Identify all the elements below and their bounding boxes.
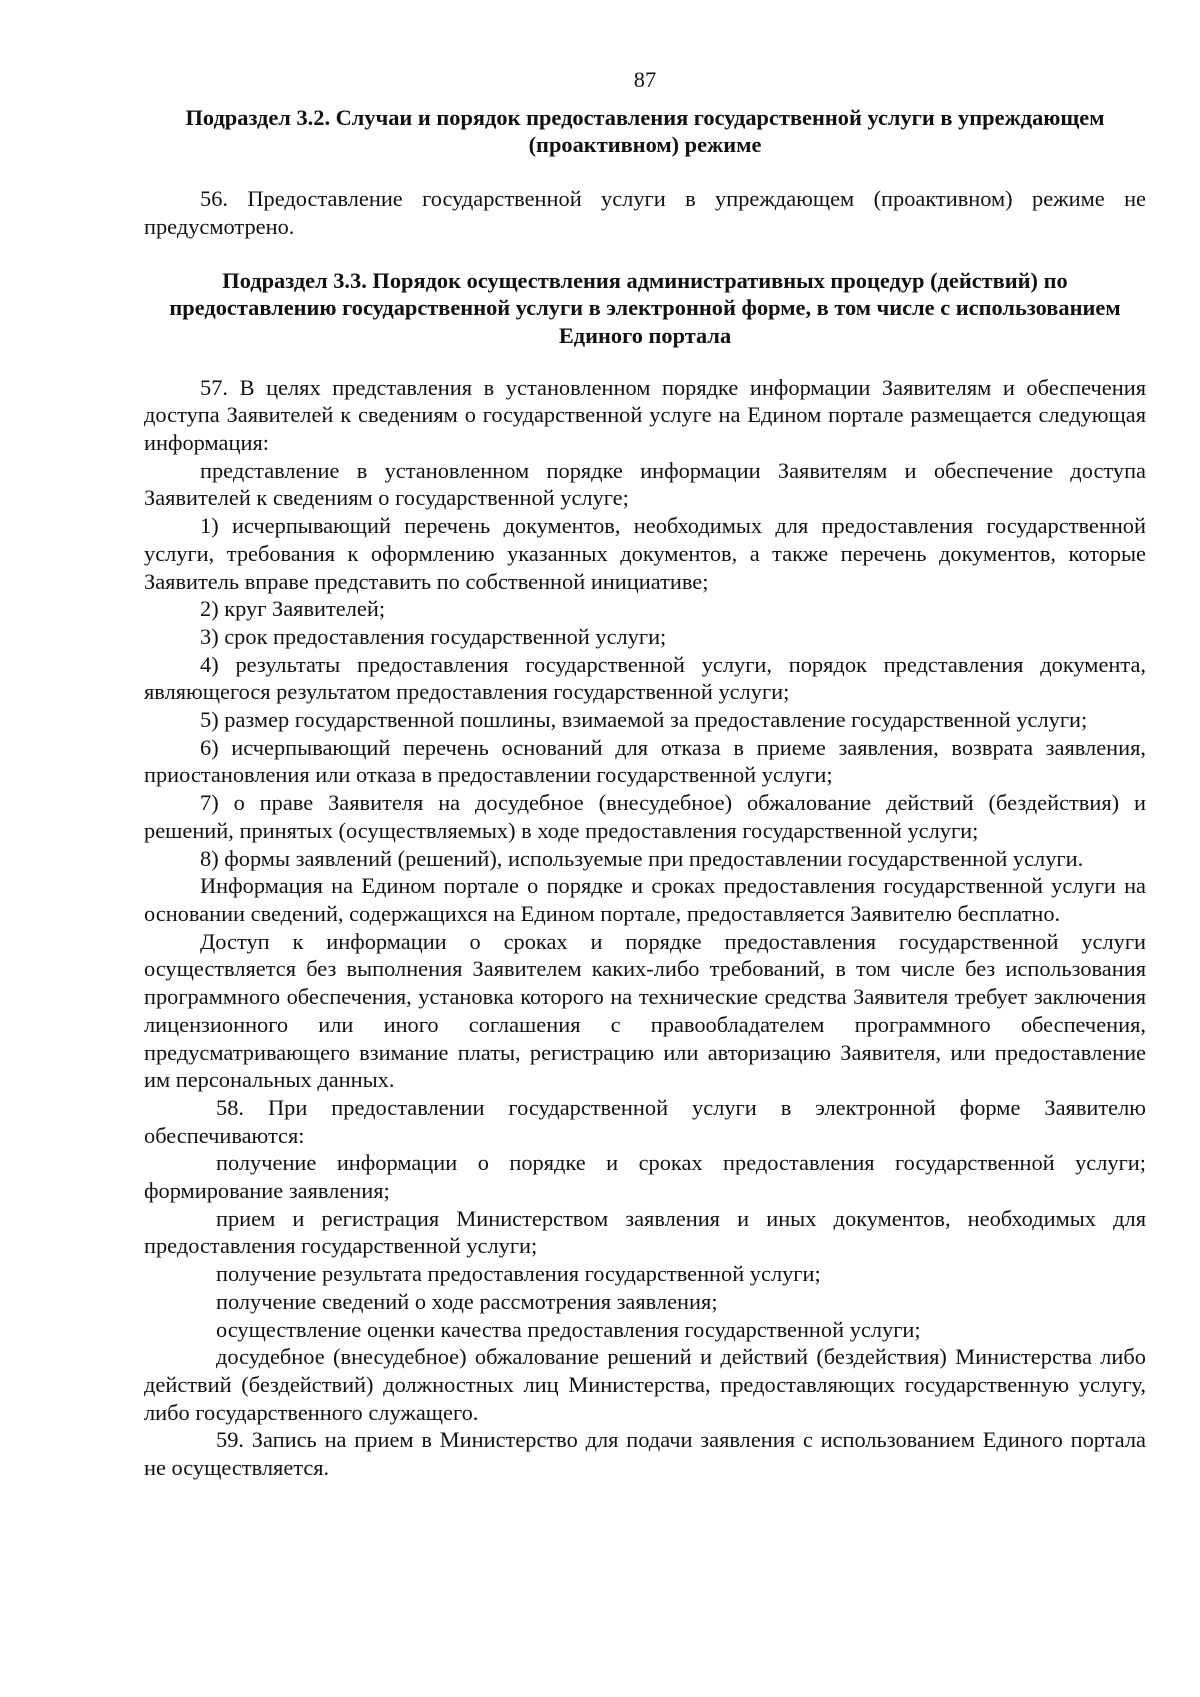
p58-item-4: получение сведений о ходе рассмотрения заявления; <box>216 1288 718 1314</box>
p58-item-6: досудебное (внесудебное) обжалование решений и действий (бездействия) Министерства либо действий (бездействий) должностных лиц Министерства, предоставляющих государственную услугу, либо государственного служащего. <box>144 1344 1146 1425</box>
paragraph-57: 57. В целях представления в установленном порядке информации Заявителям и обеспечения доступа Заявителей к сведениям о государственной услуге на Едином портале размещается следующая информация: <box>144 374 1146 456</box>
spacer <box>144 241 1146 267</box>
list-item-4: 4) результаты предоставления государственной услуги, порядок представления документа, являющегося результатом предоставления государственной услуги; <box>144 651 1146 705</box>
p58-item-2: прием и регистрация Министерством заявления и иных документов, необходимых для предоставления государственной услуги; <box>144 1205 1146 1259</box>
paragraph-59: 59. Запись на прием в Министерство для подачи заявления с использованием Единого портала не осуществляется. <box>144 1427 1146 1481</box>
section-3-2-heading: Подраздел 3.2. Случаи и порядок предоставления государственной услуги в упреждающем (проактивном) режиме <box>185 104 1105 158</box>
list-item-2: 2) круг Заявителей; <box>200 596 386 622</box>
page-number: 87 <box>633 67 657 92</box>
paragraph-info-free: Информация на Едином портале о порядке и сроках предоставления государственной услуги на основании сведений, содержащихся на Едином портале, предоставляется Заявителю бесплатно. <box>144 873 1146 926</box>
p58-item-1: получение информации о порядке и сроках предоставления государственной услуги; формирование заявления; <box>144 1150 1146 1204</box>
p58-item-3: получение результата предоставления государственной услуги; <box>216 1261 821 1287</box>
page-content <box>144 66 1146 1482</box>
list-item-6: 6) исчерпывающий перечень оснований для отказа в приеме заявления, возврата заявления, приостановления или отказа в предоставлении государственной услуги; <box>144 734 1146 788</box>
list-item-3: 3) срок предоставления государственной услуги; <box>200 623 667 649</box>
paragraph-58: 58. При предоставлении государственной услуги в электронной форме Заявителю обеспечиваются: <box>144 1094 1146 1148</box>
section-3-3-heading: Подраздел 3.3. Порядок осуществления административных процедур (действий) по предоставлению государственной услуги в электронной форме, в том числе с использованием Единого портала <box>169 267 1121 348</box>
spacer <box>144 350 1146 374</box>
list-item-8: 8) формы заявлений (решений), используемые при предоставлении государственной услуги. <box>200 845 1084 871</box>
list-item-7: 7) о праве Заявителя на досудебное (внесудебное) обжалование действий (бездействия) и решений, принятых (осуществляемых) в ходе предоставления государственной услуги; <box>144 790 1146 843</box>
paragraph-access: Доступ к информации о сроках и порядке предоставления государственной услуги осуществляется без выполнения Заявителем каких-либо требований, в том числе без использования программного обеспечения, установка которого на технические средства Заявителя требует заключения лицензионного или иного соглашения с правообладателем программного обеспечения, предусматривающего взимание платы, регистрацию или авторизацию Заявителя, или предоставление им персональных данных. <box>144 928 1146 1093</box>
p58-item-5: осуществление оценки качества предоставления государственной услуги; <box>216 1316 921 1342</box>
paragraph-57-intro: представление в установленном порядке информации Заявителям и обеспечение доступа Заявителей к сведениям о государственной услуге; <box>144 457 1146 511</box>
spacer <box>144 159 1146 185</box>
list-item-1: 1) исчерпывающий перечень документов, необходимых для предоставления государственной услуги, требования к оформлению указанных документов, а также перечень документов, которые Заявитель вправе представить по собственной инициативе; <box>144 513 1146 594</box>
list-item-5: 5) размер государственной пошлины, взимаемой за предоставление государственной услуги; <box>200 707 1088 733</box>
paragraph-56: 56. Предоставление государственной услуги в упреждающем (проактивном) режиме не предусмотрено. <box>144 186 1146 239</box>
